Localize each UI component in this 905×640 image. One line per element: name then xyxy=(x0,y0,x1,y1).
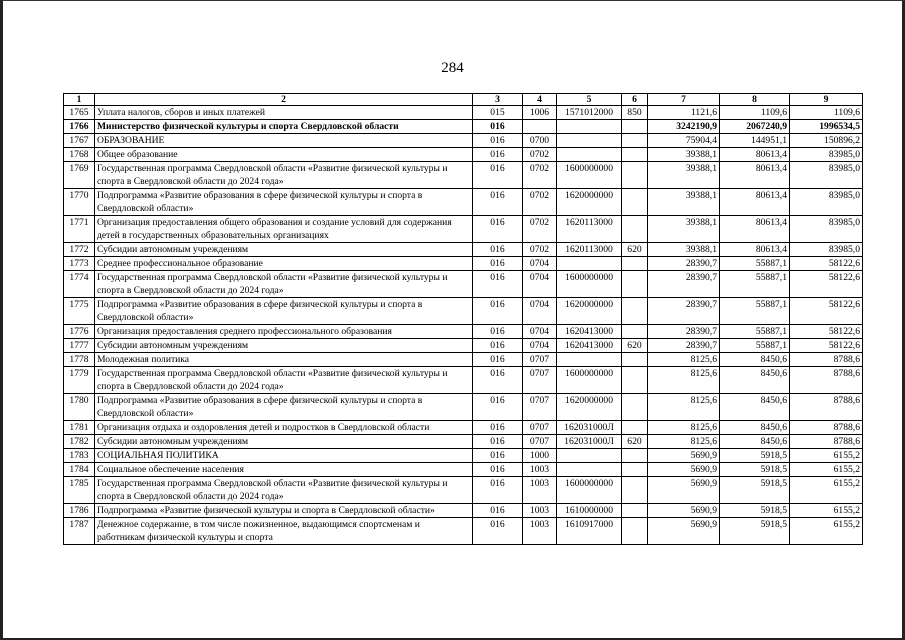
code-3-cell: 016 xyxy=(473,504,523,518)
value-9-cell: 8788,6 xyxy=(790,435,863,449)
value-7-cell: 39388,1 xyxy=(648,162,720,189)
code-3-cell: 016 xyxy=(473,367,523,394)
value-9-cell: 58122,6 xyxy=(790,339,863,353)
row-number-cell: 1787 xyxy=(64,518,95,545)
value-9-cell: 83985,0 xyxy=(790,189,863,216)
code-5-cell: 1600000000 xyxy=(557,367,622,394)
code-4-cell: 0702 xyxy=(523,189,557,216)
column-header: 8 xyxy=(720,94,790,106)
column-header: 1 xyxy=(64,94,95,106)
code-6-cell xyxy=(622,353,648,367)
value-7-cell: 8125,6 xyxy=(648,367,720,394)
code-4-cell: 0702 xyxy=(523,243,557,257)
value-9-cell: 6155,2 xyxy=(790,477,863,504)
value-8-cell: 8450,6 xyxy=(720,421,790,435)
code-6-cell: 620 xyxy=(622,339,648,353)
table-row xyxy=(64,216,863,243)
column-header: 6 xyxy=(622,94,648,106)
row-name-cell: Уплата налогов, сборов и иных платежей xyxy=(95,106,473,120)
row-name-cell: Государственная программа Свердловской области «Развитие физической культуры и спорта в Свердловской области до 2024 года» xyxy=(95,367,473,394)
code-6-cell: 620 xyxy=(622,243,648,257)
value-8-cell: 144951,1 xyxy=(720,134,790,148)
row-name-cell: Подпрограмма «Развитие образования в сфере физической культуры и спорта в Свердловской области» xyxy=(95,298,473,325)
value-7-cell: 28390,7 xyxy=(648,271,720,298)
value-9-cell: 8788,6 xyxy=(790,421,863,435)
code-5-cell: 1620000000 xyxy=(557,189,622,216)
table-row xyxy=(64,243,863,257)
value-8-cell: 80613,4 xyxy=(720,216,790,243)
table-row xyxy=(64,257,863,271)
value-9-cell: 58122,6 xyxy=(790,271,863,298)
value-9-cell: 150896,2 xyxy=(790,134,863,148)
code-6-cell xyxy=(622,162,648,189)
table-row xyxy=(64,106,863,120)
code-5-cell: 1620113000 xyxy=(557,216,622,243)
value-7-cell: 8125,6 xyxy=(648,394,720,421)
code-5-cell: 162031000Л xyxy=(557,435,622,449)
code-4-cell: 1006 xyxy=(523,106,557,120)
code-3-cell: 016 xyxy=(473,394,523,421)
value-8-cell: 55887,1 xyxy=(720,257,790,271)
row-number-cell: 1784 xyxy=(64,463,95,477)
code-4-cell: 0702 xyxy=(523,162,557,189)
value-9-cell: 8788,6 xyxy=(790,353,863,367)
table-row xyxy=(64,435,863,449)
value-9-cell: 6155,2 xyxy=(790,449,863,463)
table-row xyxy=(64,463,863,477)
code-6-cell: 850 xyxy=(622,106,648,120)
code-4-cell: 0704 xyxy=(523,271,557,298)
code-5-cell: 1600000000 xyxy=(557,477,622,504)
value-8-cell: 5918,5 xyxy=(720,449,790,463)
code-4-cell: 1003 xyxy=(523,477,557,504)
value-8-cell: 8450,6 xyxy=(720,394,790,421)
code-3-cell: 016 xyxy=(473,325,523,339)
row-number-cell: 1771 xyxy=(64,216,95,243)
code-3-cell: 016 xyxy=(473,463,523,477)
code-5-cell: 1620413000 xyxy=(557,339,622,353)
value-9-cell: 6155,2 xyxy=(790,504,863,518)
row-number-cell: 1766 xyxy=(64,120,95,134)
code-6-cell xyxy=(622,257,648,271)
table-row xyxy=(64,298,863,325)
code-6-cell xyxy=(622,120,648,134)
row-name-cell: Организация предоставления среднего профессионального образования xyxy=(95,325,473,339)
value-8-cell: 80613,4 xyxy=(720,189,790,216)
column-header: 7 xyxy=(648,94,720,106)
value-7-cell: 39388,1 xyxy=(648,216,720,243)
code-4-cell: 0700 xyxy=(523,134,557,148)
row-name-cell: Министерство физической культуры и спорта Свердловской области xyxy=(95,120,473,134)
value-9-cell: 83985,0 xyxy=(790,148,863,162)
code-6-cell xyxy=(622,504,648,518)
code-6-cell xyxy=(622,271,648,298)
row-number-cell: 1775 xyxy=(64,298,95,325)
value-8-cell: 55887,1 xyxy=(720,325,790,339)
value-8-cell: 80613,4 xyxy=(720,162,790,189)
row-number-cell: 1774 xyxy=(64,271,95,298)
table-row xyxy=(64,394,863,421)
row-number-cell: 1782 xyxy=(64,435,95,449)
row-name-cell: Социальное обеспечение населения xyxy=(95,463,473,477)
row-number-cell: 1780 xyxy=(64,394,95,421)
code-3-cell: 016 xyxy=(473,518,523,545)
code-5-cell: 1600000000 xyxy=(557,162,622,189)
code-3-cell: 016 xyxy=(473,162,523,189)
code-6-cell xyxy=(622,421,648,435)
value-9-cell: 6155,2 xyxy=(790,518,863,545)
code-3-cell: 016 xyxy=(473,120,523,134)
table-row xyxy=(64,518,863,545)
table-row xyxy=(64,162,863,189)
value-8-cell: 55887,1 xyxy=(720,298,790,325)
value-7-cell: 75904,4 xyxy=(648,134,720,148)
code-5-cell xyxy=(557,120,622,134)
code-6-cell xyxy=(622,394,648,421)
row-number-cell: 1786 xyxy=(64,504,95,518)
value-8-cell: 8450,6 xyxy=(720,353,790,367)
row-number-cell: 1776 xyxy=(64,325,95,339)
row-number-cell: 1772 xyxy=(64,243,95,257)
row-number-cell: 1767 xyxy=(64,134,95,148)
table-row xyxy=(64,271,863,298)
row-name-cell: Государственная программа Свердловской области «Развитие физической культуры и спорта в Свердловской области до 2024 года» xyxy=(95,477,473,504)
code-6-cell xyxy=(622,298,648,325)
row-number-cell: 1770 xyxy=(64,189,95,216)
value-9-cell: 8788,6 xyxy=(790,367,863,394)
code-4-cell: 0704 xyxy=(523,339,557,353)
code-4-cell xyxy=(523,120,557,134)
value-8-cell: 5918,5 xyxy=(720,518,790,545)
code-5-cell: 1600000000 xyxy=(557,271,622,298)
code-6-cell xyxy=(622,477,648,504)
code-5-cell: 1620113000 xyxy=(557,243,622,257)
page-number: 284 xyxy=(441,60,464,76)
row-number-cell: 1768 xyxy=(64,148,95,162)
value-7-cell: 28390,7 xyxy=(648,298,720,325)
code-5-cell xyxy=(557,463,622,477)
code-4-cell: 0707 xyxy=(523,435,557,449)
row-name-cell: ОБРАЗОВАНИЕ xyxy=(95,134,473,148)
value-7-cell: 8125,6 xyxy=(648,353,720,367)
code-4-cell: 0702 xyxy=(523,148,557,162)
value-9-cell: 58122,6 xyxy=(790,325,863,339)
row-number-cell: 1777 xyxy=(64,339,95,353)
row-name-cell: Организация предоставления общего образования и создание условий для содержания детей в государственных образовательных организациях xyxy=(95,216,473,243)
code-3-cell: 016 xyxy=(473,421,523,435)
value-8-cell: 8450,6 xyxy=(720,435,790,449)
code-3-cell: 016 xyxy=(473,189,523,216)
value-7-cell: 28390,7 xyxy=(648,339,720,353)
table-row xyxy=(64,325,863,339)
value-9-cell: 58122,6 xyxy=(790,298,863,325)
value-7-cell: 1121,6 xyxy=(648,106,720,120)
table-header-row xyxy=(64,94,863,106)
value-9-cell: 8788,6 xyxy=(790,394,863,421)
table-row xyxy=(64,189,863,216)
value-7-cell: 39388,1 xyxy=(648,189,720,216)
row-name-cell: Государственная программа Свердловской области «Развитие физической культуры и спорта в Свердловской области до 2024 года» xyxy=(95,162,473,189)
code-4-cell: 0704 xyxy=(523,325,557,339)
code-6-cell xyxy=(622,449,648,463)
value-9-cell: 83985,0 xyxy=(790,243,863,257)
value-9-cell: 83985,0 xyxy=(790,162,863,189)
value-7-cell: 39388,1 xyxy=(648,148,720,162)
value-8-cell: 5918,5 xyxy=(720,477,790,504)
row-name-cell: Денежное содержание, в том числе пожизненное, выдающимся спортсменам и работникам физической культуры и спорта xyxy=(95,518,473,545)
code-4-cell: 0707 xyxy=(523,394,557,421)
row-number-cell: 1785 xyxy=(64,477,95,504)
code-3-cell: 016 xyxy=(473,339,523,353)
row-name-cell: Подпрограмма «Развитие образования в сфере физической культуры и спорта в Свердловской области» xyxy=(95,189,473,216)
column-header: 2 xyxy=(95,94,473,106)
code-3-cell: 016 xyxy=(473,353,523,367)
code-6-cell xyxy=(622,134,648,148)
code-3-cell: 015 xyxy=(473,106,523,120)
value-8-cell: 5918,5 xyxy=(720,463,790,477)
code-3-cell: 016 xyxy=(473,243,523,257)
table-body xyxy=(64,106,863,545)
code-5-cell: 1571012000 xyxy=(557,106,622,120)
row-name-cell: Субсидии автономным учреждениям xyxy=(95,339,473,353)
code-5-cell: 1620000000 xyxy=(557,394,622,421)
value-7-cell: 5690,9 xyxy=(648,463,720,477)
value-9-cell: 6155,2 xyxy=(790,463,863,477)
code-3-cell: 016 xyxy=(473,271,523,298)
value-8-cell: 55887,1 xyxy=(720,339,790,353)
code-4-cell: 0707 xyxy=(523,367,557,394)
code-6-cell xyxy=(622,148,648,162)
value-8-cell: 55887,1 xyxy=(720,271,790,298)
code-3-cell: 016 xyxy=(473,298,523,325)
column-header: 9 xyxy=(790,94,863,106)
code-5-cell: 1610917000 xyxy=(557,518,622,545)
value-7-cell: 5690,9 xyxy=(648,518,720,545)
column-header: 4 xyxy=(523,94,557,106)
row-name-cell: Субсидии автономным учреждениям xyxy=(95,243,473,257)
value-7-cell: 5690,9 xyxy=(648,449,720,463)
row-name-cell: Среднее профессиональное образование xyxy=(95,257,473,271)
table-row xyxy=(64,120,863,134)
row-name-cell: Молодежная политика xyxy=(95,353,473,367)
row-number-cell: 1765 xyxy=(64,106,95,120)
row-name-cell: Государственная программа Свердловской области «Развитие физической культуры и спорта в Свердловской области до 2024 года» xyxy=(95,271,473,298)
table-row xyxy=(64,134,863,148)
code-6-cell xyxy=(622,367,648,394)
row-number-cell: 1769 xyxy=(64,162,95,189)
table-row xyxy=(64,339,863,353)
table-row xyxy=(64,449,863,463)
value-9-cell: 1109,6 xyxy=(790,106,863,120)
column-header: 5 xyxy=(557,94,622,106)
code-4-cell: 0704 xyxy=(523,298,557,325)
code-4-cell: 0707 xyxy=(523,421,557,435)
value-9-cell: 1996534,5 xyxy=(790,120,863,134)
row-name-cell: Организация отдыха и оздоровления детей и подростков в Свердловской области xyxy=(95,421,473,435)
code-6-cell: 620 xyxy=(622,435,648,449)
code-5-cell xyxy=(557,353,622,367)
code-3-cell: 016 xyxy=(473,477,523,504)
code-4-cell: 1003 xyxy=(523,504,557,518)
value-7-cell: 28390,7 xyxy=(648,257,720,271)
row-name-cell: Подпрограмма «Развитие физической культуры и спорта в Свердловской области» xyxy=(95,504,473,518)
row-number-cell: 1783 xyxy=(64,449,95,463)
row-name-cell: Общее образование xyxy=(95,148,473,162)
budget-table xyxy=(63,93,863,545)
code-5-cell: 162031000Л xyxy=(557,421,622,435)
code-3-cell: 016 xyxy=(473,435,523,449)
value-7-cell: 8125,6 xyxy=(648,435,720,449)
value-7-cell: 5690,9 xyxy=(648,504,720,518)
row-number-cell: 1779 xyxy=(64,367,95,394)
value-7-cell: 3242190,9 xyxy=(648,120,720,134)
value-9-cell: 58122,6 xyxy=(790,257,863,271)
value-8-cell: 2067240,9 xyxy=(720,120,790,134)
row-number-cell: 1778 xyxy=(64,353,95,367)
code-3-cell: 016 xyxy=(473,134,523,148)
code-5-cell xyxy=(557,449,622,463)
row-number-cell: 1773 xyxy=(64,257,95,271)
value-7-cell: 5690,9 xyxy=(648,477,720,504)
code-4-cell: 1000 xyxy=(523,449,557,463)
code-6-cell xyxy=(622,518,648,545)
value-7-cell: 8125,6 xyxy=(648,421,720,435)
code-6-cell xyxy=(622,216,648,243)
table-row xyxy=(64,148,863,162)
code-4-cell: 0704 xyxy=(523,257,557,271)
table-row xyxy=(64,504,863,518)
code-5-cell: 1620000000 xyxy=(557,298,622,325)
row-number-cell: 1781 xyxy=(64,421,95,435)
code-6-cell xyxy=(622,189,648,216)
table-row xyxy=(64,367,863,394)
code-6-cell xyxy=(622,463,648,477)
value-8-cell: 80613,4 xyxy=(720,243,790,257)
code-5-cell: 1620413000 xyxy=(557,325,622,339)
code-5-cell: 1610000000 xyxy=(557,504,622,518)
code-4-cell: 1003 xyxy=(523,463,557,477)
code-4-cell: 1003 xyxy=(523,518,557,545)
value-7-cell: 28390,7 xyxy=(648,325,720,339)
code-3-cell: 016 xyxy=(473,449,523,463)
code-3-cell: 016 xyxy=(473,216,523,243)
column-header: 3 xyxy=(473,94,523,106)
code-3-cell: 016 xyxy=(473,148,523,162)
value-8-cell: 1109,6 xyxy=(720,106,790,120)
code-5-cell xyxy=(557,257,622,271)
code-4-cell: 0707 xyxy=(523,353,557,367)
code-5-cell xyxy=(557,148,622,162)
table-row xyxy=(64,353,863,367)
code-6-cell xyxy=(622,325,648,339)
code-3-cell: 016 xyxy=(473,257,523,271)
code-5-cell xyxy=(557,134,622,148)
table-row xyxy=(64,421,863,435)
row-name-cell: Подпрограмма «Развитие образования в сфере физической культуры и спорта в Свердловской области» xyxy=(95,394,473,421)
value-9-cell: 83985,0 xyxy=(790,216,863,243)
code-4-cell: 0702 xyxy=(523,216,557,243)
value-8-cell: 8450,6 xyxy=(720,367,790,394)
value-8-cell: 5918,5 xyxy=(720,504,790,518)
row-name-cell: Субсидии автономным учреждениям xyxy=(95,435,473,449)
table-row xyxy=(64,477,863,504)
value-7-cell: 39388,1 xyxy=(648,243,720,257)
row-name-cell: СОЦИАЛЬНАЯ ПОЛИТИКА xyxy=(95,449,473,463)
value-8-cell: 80613,4 xyxy=(720,148,790,162)
